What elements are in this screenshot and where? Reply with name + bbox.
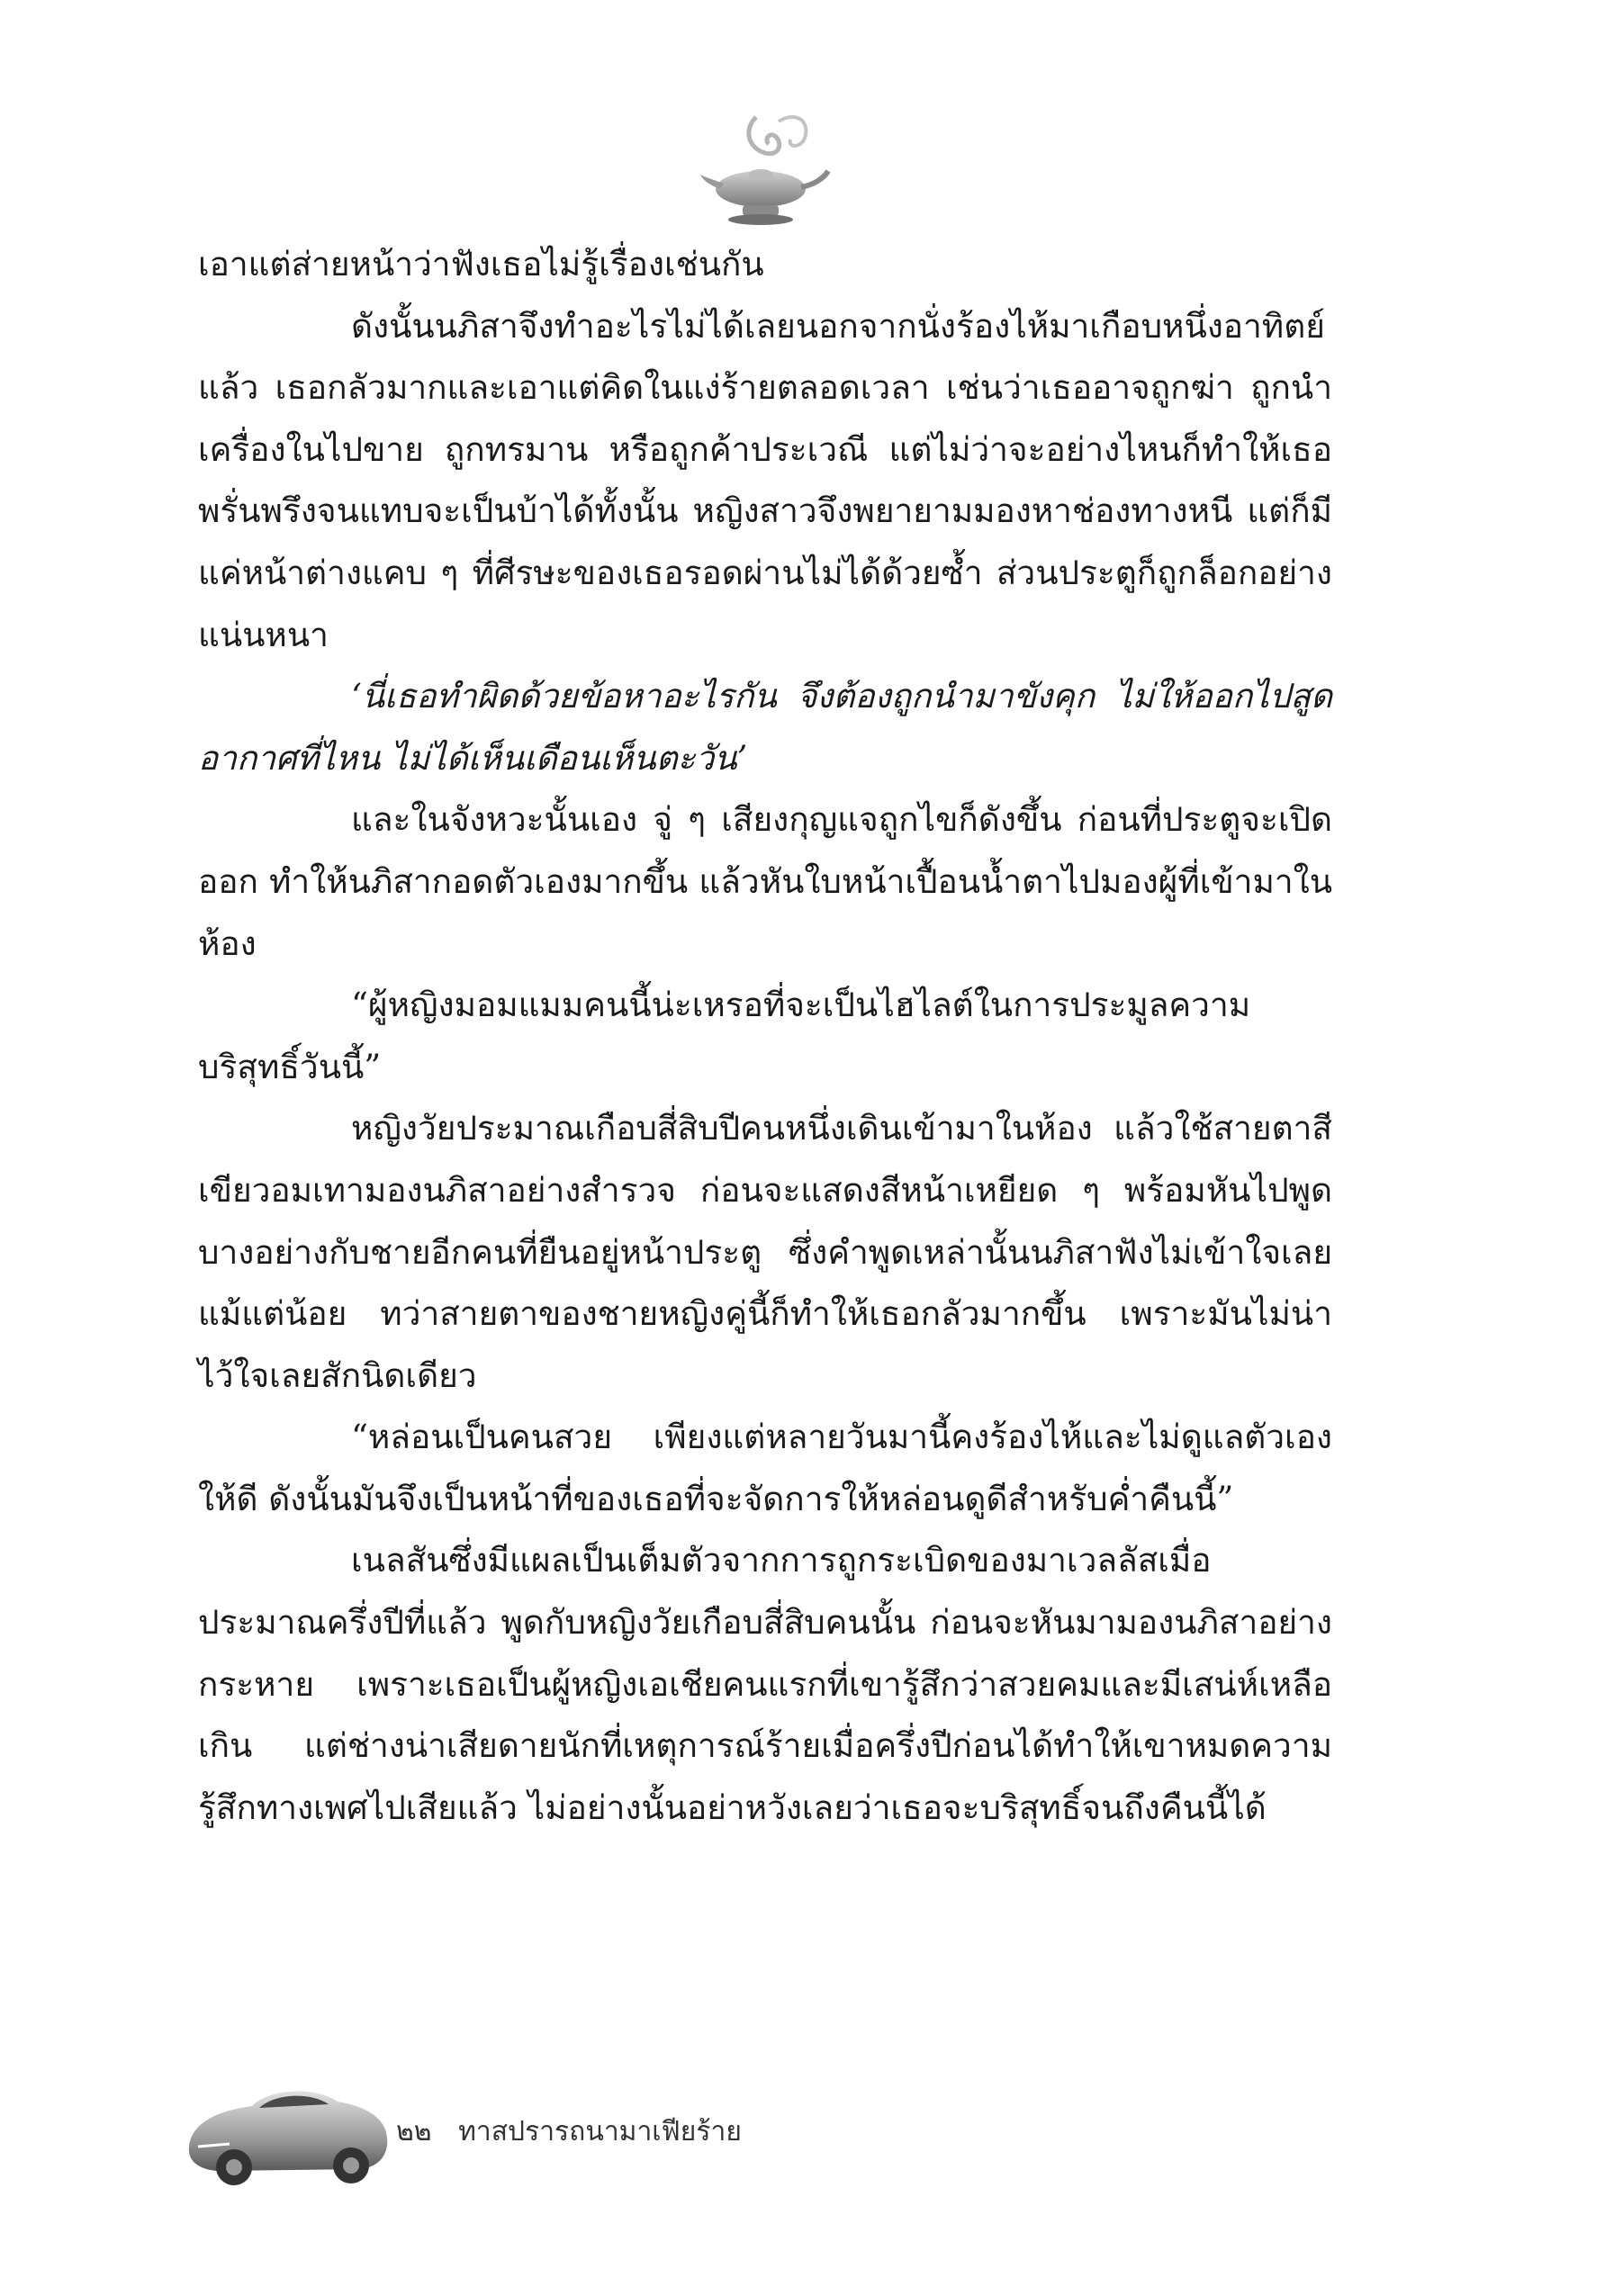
paragraph: เอาแต่ส่ายหน้าว่าฟังเธอไม่รู้เรื่องเช่นกัน	[198, 245, 764, 284]
dialogue-paragraph: “ผู้หญิงมอมแมมคนนี้น่ะเหรอที่จะเป็นไฮไลต์ในการประมูลความบริสุทธิ์วันนี้”	[198, 986, 1251, 1086]
footer-text	[396, 2111, 742, 2153]
paragraph: ดังนั้นนภิสาจึงทำอะไรไม่ได้เลยนอกจากนั่งร้องไห้มาเกือบหนึ่งอาทิตย์แล้ว เธอกลัวมากและเอาแต่คิดในแง่ร้ายตลอดเวลา เช่นว่าเธออาจถูกฆ่า ถูกนำเครื่องในไปขาย ถูกทรมาน หรือถูกค้าประเวณี แต่ไม่ว่าจะอย่างไหนก็ทำให้เธอพรั่นพรึงจนแทบจะเป็นบ้าได้ทั้งนั้น หญิงสาวจึงพยายามมองหาช่องทางหนี แต่ก็มีแค่หน้าต่างแคบ ๆ ที่ศีรษะของเธอรอดผ่านไม่ได้ด้วยซ้ำ ส่วนประตูก็ถูกล็อกอย่างแน่นหนา	[198, 306, 1332, 654]
paragraph: หญิงวัยประมาณเกือบสี่สิบปีคนหนึ่งเดินเข้ามาในห้อง แล้วใช้สายตาสีเขียวอมเทามองนภิสาอย่างสำรวจ ก่อนจะแสดงสีหน้าเหยียด ๆ พร้อมหันไปพูดบางอย่างกับชายอีกคนที่ยืนอยู่หน้าประตู ซึ่งคำพูดเหล่านั้นนภิสาฟังไม่เข้าใจเลยแม้แต่น้อย ทว่าสายตาของชายหญิงคู่นี้ก็ทำให้เธอกลัวมากขึ้น เพราะมันไม่น่าไว้ใจเลยสักนิดเดียว	[198, 1109, 1332, 1395]
paragraph: เนลสันซึ่งมีแผลเป็นเต็มตัวจากการถูกระเบิดของมาเวลลัสเมื่อประมาณครึ่งปีที่แล้ว พูดกับหญิงวัยเกือบสี่สิบคนนั้น ก่อนจะหันมามองนภิสาอย่างกระหาย เพราะเธอเป็นผู้หญิงเอเชียคนแรกที่เขารู้สึกว่าสวยคมและมีเสน่ห์เหลือเกิน แต่ช่างน่าเสียดายนักที่เหตุการณ์ร้ายเมื่อครึ่งปีก่อนได้ทำให้เขาหมดความรู้สึกทางเพศไปเสียแล้ว ไม่อย่างนั้นอย่าหวังเลยว่าเธอจะบริสุทธิ์จนถึงคืนนี้ได้	[198, 1541, 1332, 1827]
page-footer	[180, 2061, 990, 2196]
genie-lamp-icon	[693, 99, 837, 234]
car-icon	[180, 2061, 396, 2196]
page-number: ๒๒	[396, 2116, 432, 2147]
italic-thought-paragraph: ‘นี่เธอทำผิดด้วยข้อหาอะไรกัน จึงต้องถูกนำมาขังคุก ไม่ให้ออกไปสูดอากาศที่ไหน ไม่ได้เห็นเดือนเห็นตะวัน’	[198, 677, 1332, 778]
book-title: ทาสปรารถนามาเฟียร้าย	[458, 2116, 742, 2147]
dialogue-paragraph: “หล่อนเป็นคนสวย เพียงแต่หลายวันมานี้คงร้องไห้และไม่ดูแลตัวเองให้ดี ดังนั้นมันจึงเป็นหน้าที่ของเธอที่จะจัดการให้หล่อนดูดีสำหรับค่ำคืนนี้”	[198, 1418, 1332, 1518]
chapter-body	[198, 234, 1332, 1839]
paragraph: และในจังหวะนั้นเอง จู่ ๆ เสียงกุญแจถูกไขก็ดังขึ้น ก่อนที่ประตูจะเปิดออก ทำให้นภิสากอดตัวเองมากขึ้น แล้วหันใบหน้าเปื้อนน้ำตาไปมองผู้ที่เข้ามาในห้อง	[198, 800, 1332, 963]
